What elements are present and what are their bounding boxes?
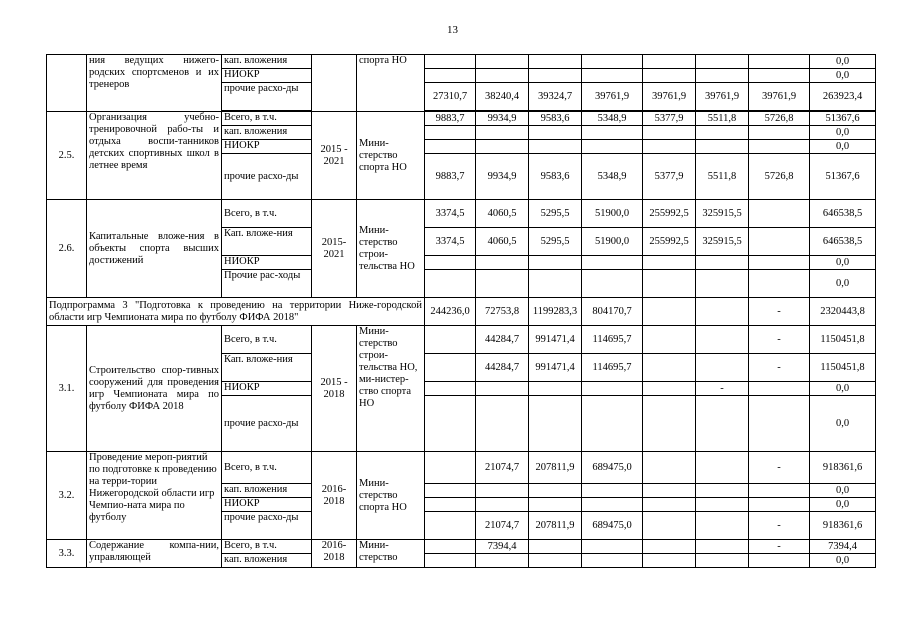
amount-cell: 9883,7 <box>425 112 476 126</box>
amount-cell <box>749 140 810 154</box>
amount-cell: - <box>749 540 810 554</box>
amount-cell <box>696 270 749 298</box>
row-code: 2.6. <box>47 200 87 298</box>
amount-cell <box>643 69 696 83</box>
amount-cell: 9934,9 <box>476 154 529 200</box>
amount-cell <box>696 512 749 540</box>
amount-cell <box>582 540 643 554</box>
amount-cell: 689475,0 <box>582 512 643 540</box>
row-period: 2016-2018 <box>312 540 357 568</box>
row-name: Капитальные вложе-ния в объекты спорта высших достижений <box>87 200 222 298</box>
amount-cell <box>476 498 529 512</box>
row-name: ния ведущих нижего-родских спортсменов и их тренеров <box>87 55 222 112</box>
amount-cell: 5348,9 <box>582 112 643 126</box>
amount-cell: 991471,4 <box>529 354 582 382</box>
amount-cell: 44284,7 <box>476 354 529 382</box>
amount-cell <box>529 540 582 554</box>
amount-cell: 255992,5 <box>643 200 696 228</box>
expense-type: кап. вложения <box>222 554 312 568</box>
row-name: Строительство спор-тивных сооружений для проведения игр Чемпионата мира по футболу ФИФА 2018 <box>87 326 222 452</box>
amount-cell <box>425 382 476 396</box>
amount-cell <box>643 554 696 568</box>
amount-cell <box>582 256 643 270</box>
amount-cell: 5377,9 <box>643 154 696 200</box>
table-row <box>47 200 876 228</box>
amount-cell: 114695,7 <box>582 326 643 354</box>
budget-table <box>46 54 876 568</box>
amount-cell <box>643 55 696 69</box>
row-code: 3.2. <box>47 452 87 540</box>
row-executor: Мини-стерство спорта НО <box>357 452 425 540</box>
amount-cell: 39761,9 <box>749 83 810 111</box>
amount-cell: 646538,5 <box>810 200 876 228</box>
amount-cell <box>696 484 749 498</box>
expense-type: прочие расхо-ды <box>222 396 312 452</box>
amount-cell: 918361,6 <box>810 512 876 540</box>
amount-cell: 0,0 <box>810 140 876 154</box>
amount-cell <box>696 498 749 512</box>
amount-cell <box>476 270 529 298</box>
row-name: Содержание компа-нии, управляющей <box>87 540 222 568</box>
amount-cell <box>582 554 643 568</box>
expense-type: Всего, в т.ч. <box>222 540 312 554</box>
row-executor: Мини-стерство строи-тельства НО <box>357 200 425 298</box>
amount-cell: 325915,5 <box>696 228 749 256</box>
amount-cell: 804170,7 <box>582 298 643 326</box>
amount-cell: 0,0 <box>810 69 876 83</box>
amount-cell <box>476 140 529 154</box>
row-executor: Мини-стерство спорта НО <box>357 112 425 200</box>
amount-cell: 244236,0 <box>425 298 476 326</box>
expense-type: НИОКР <box>222 382 312 396</box>
row-period: 2015 - 2018 <box>312 326 357 452</box>
amount-cell: 0,0 <box>810 382 876 396</box>
amount-cell: 21074,7 <box>476 512 529 540</box>
amount-cell <box>476 554 529 568</box>
amount-cell: 2320443,8 <box>810 298 876 326</box>
amount-cell: 114695,7 <box>582 354 643 382</box>
amount-cell <box>425 498 476 512</box>
amount-cell <box>425 540 476 554</box>
row-period: 2016-2018 <box>312 452 357 540</box>
amount-cell: 9934,9 <box>476 112 529 126</box>
expense-type: НИОКР <box>222 256 312 270</box>
amount-cell: 1150451,8 <box>810 326 876 354</box>
expense-type: кап. вложения <box>222 55 312 69</box>
amount-cell: 5511,8 <box>696 154 749 200</box>
amount-cell <box>476 256 529 270</box>
amount-cell <box>476 484 529 498</box>
amount-cell <box>529 270 582 298</box>
amount-cell <box>643 452 696 484</box>
amount-cell <box>582 382 643 396</box>
amount-cell <box>696 256 749 270</box>
amount-cell <box>529 256 582 270</box>
amount-cell <box>749 396 810 452</box>
amount-cell <box>476 55 529 69</box>
amount-cell <box>696 140 749 154</box>
amount-cell: 207811,9 <box>529 452 582 484</box>
amount-cell: - <box>749 452 810 484</box>
table-row <box>47 540 876 554</box>
amount-cell <box>643 326 696 354</box>
amount-cell <box>696 298 749 326</box>
amount-cell: 4060,5 <box>476 228 529 256</box>
amount-cell <box>425 326 476 354</box>
amount-cell: 0,0 <box>810 55 876 69</box>
amount-cell <box>529 484 582 498</box>
table-row <box>47 55 876 69</box>
amount-cell <box>425 512 476 540</box>
amount-cell <box>582 55 643 69</box>
amount-cell <box>749 484 810 498</box>
amount-cell: 0,0 <box>810 498 876 512</box>
row-code: 2.5. <box>47 112 87 200</box>
amount-cell <box>749 69 810 83</box>
amount-cell <box>643 140 696 154</box>
row-period: 2015 - 2021 <box>312 112 357 200</box>
amount-cell <box>696 326 749 354</box>
amount-cell <box>643 484 696 498</box>
amount-cell: 9583,6 <box>529 154 582 200</box>
amount-cell: 39761,9 <box>696 83 749 111</box>
amount-cell <box>749 200 810 228</box>
expense-type: прочие расхо-ды <box>222 154 312 200</box>
amount-cell: 918361,6 <box>810 452 876 484</box>
amount-cell <box>425 55 476 69</box>
amount-cell: 0,0 <box>810 256 876 270</box>
amount-cell: 38240,4 <box>476 83 529 111</box>
amount-cell <box>749 55 810 69</box>
amount-cell <box>529 382 582 396</box>
expense-type: Всего, в т.ч. <box>222 200 312 228</box>
table-row <box>47 326 876 354</box>
amount-cell: 9583,6 <box>529 112 582 126</box>
expense-type: НИОКР <box>222 69 312 83</box>
amount-cell: 4060,5 <box>476 200 529 228</box>
amount-cell: 0,0 <box>810 396 876 452</box>
amount-cell: 39324,7 <box>529 83 582 111</box>
subprogram-title: Подпрограмма 3 "Подготовка к проведению на территории Ниже-городской области игр Чемпионата мира по футболу ФИФА 2018" <box>47 298 425 326</box>
table-row <box>47 112 876 126</box>
row-code: 3.3. <box>47 540 87 568</box>
amount-cell: - <box>696 382 749 396</box>
expense-type: НИОКР <box>222 140 312 154</box>
amount-cell <box>582 270 643 298</box>
amount-cell <box>476 126 529 140</box>
amount-cell: 5295,5 <box>529 200 582 228</box>
row-executor: спорта НО <box>357 55 425 112</box>
amount-cell <box>696 396 749 452</box>
amount-cell <box>425 554 476 568</box>
amount-cell <box>749 270 810 298</box>
amount-cell: 5348,9 <box>582 154 643 200</box>
amount-cell <box>696 540 749 554</box>
amount-cell <box>643 382 696 396</box>
amount-cell <box>643 396 696 452</box>
amount-cell <box>749 256 810 270</box>
amount-cell <box>425 140 476 154</box>
amount-cell: 0,0 <box>810 484 876 498</box>
row-period: 2015-2021 <box>312 200 357 298</box>
amount-cell: 5511,8 <box>696 112 749 126</box>
amount-cell: 646538,5 <box>810 228 876 256</box>
amount-cell: 263923,4 <box>810 83 876 111</box>
page-number: 13 <box>447 24 458 36</box>
amount-cell <box>529 396 582 452</box>
amount-cell <box>425 126 476 140</box>
amount-cell: - <box>749 354 810 382</box>
amount-cell: 255992,5 <box>643 228 696 256</box>
amount-cell: 207811,9 <box>529 512 582 540</box>
amount-cell <box>643 270 696 298</box>
amount-cell: - <box>749 326 810 354</box>
amount-cell <box>476 69 529 83</box>
amount-cell: 51367,6 <box>810 154 876 200</box>
amount-cell <box>749 382 810 396</box>
amount-cell <box>749 228 810 256</box>
amount-cell <box>749 554 810 568</box>
amount-cell: 5726,8 <box>749 154 810 200</box>
amount-cell <box>643 126 696 140</box>
row-period <box>312 55 357 112</box>
expense-type: прочие расхо-ды <box>222 83 312 111</box>
amount-cell: 72753,8 <box>476 298 529 326</box>
amount-cell: 7394,4 <box>476 540 529 554</box>
amount-cell <box>529 554 582 568</box>
amount-cell <box>529 140 582 154</box>
amount-cell: 3374,5 <box>425 228 476 256</box>
expense-type: кап. вложения <box>222 484 312 498</box>
amount-cell <box>696 554 749 568</box>
amount-cell: 325915,5 <box>696 200 749 228</box>
amount-cell <box>425 484 476 498</box>
amount-cell: 9883,7 <box>425 154 476 200</box>
amount-cell: 7394,4 <box>810 540 876 554</box>
row-code <box>47 55 87 112</box>
amount-cell: 44284,7 <box>476 326 529 354</box>
amount-cell <box>476 396 529 452</box>
expense-type: прочие расхо-ды <box>222 512 312 540</box>
amount-cell <box>425 396 476 452</box>
amount-cell <box>582 140 643 154</box>
row-executor: Мини-стерство <box>357 540 425 568</box>
expense-type: НИОКР <box>222 498 312 512</box>
table-row <box>47 452 876 484</box>
amount-cell <box>529 126 582 140</box>
amount-cell <box>643 354 696 382</box>
amount-cell <box>425 452 476 484</box>
amount-cell: - <box>749 298 810 326</box>
amount-cell: 39761,9 <box>643 83 696 111</box>
amount-cell <box>425 69 476 83</box>
amount-cell: 51900,0 <box>582 228 643 256</box>
amount-cell <box>529 55 582 69</box>
amount-cell <box>582 498 643 512</box>
amount-cell: 5726,8 <box>749 112 810 126</box>
row-code: 3.1. <box>47 326 87 452</box>
amount-cell: 0,0 <box>810 126 876 140</box>
amount-cell: 0,0 <box>810 554 876 568</box>
amount-cell <box>696 126 749 140</box>
expense-type: Всего, в т.ч. <box>222 326 312 354</box>
amount-cell <box>643 540 696 554</box>
amount-cell <box>643 298 696 326</box>
amount-cell <box>643 512 696 540</box>
amount-cell <box>696 452 749 484</box>
expense-type: Кап. вложе-ния <box>222 354 312 382</box>
amount-cell: 3374,5 <box>425 200 476 228</box>
amount-cell <box>582 126 643 140</box>
amount-cell <box>643 256 696 270</box>
amount-cell <box>696 69 749 83</box>
expense-type: Прочие рас-ходы <box>222 270 312 298</box>
amount-cell <box>425 256 476 270</box>
amount-cell <box>476 382 529 396</box>
amount-cell: 51367,6 <box>810 112 876 126</box>
amount-cell: 51900,0 <box>582 200 643 228</box>
expense-type: Всего, в т.ч. <box>222 452 312 484</box>
amount-cell: - <box>749 512 810 540</box>
amount-cell: 0,0 <box>810 270 876 298</box>
amount-cell: 39761,9 <box>582 83 643 111</box>
amount-cell <box>425 270 476 298</box>
amount-cell: 1199283,3 <box>529 298 582 326</box>
amount-cell: 991471,4 <box>529 326 582 354</box>
amount-cell: 689475,0 <box>582 452 643 484</box>
amount-cell <box>643 498 696 512</box>
amount-cell <box>696 354 749 382</box>
amount-cell <box>749 498 810 512</box>
amount-cell: 21074,7 <box>476 452 529 484</box>
amount-cell <box>582 396 643 452</box>
amount-cell <box>425 354 476 382</box>
amount-cell <box>582 484 643 498</box>
expense-type: Всего, в т.ч. <box>222 112 312 126</box>
expense-type: Кап. вложе-ния <box>222 228 312 256</box>
table-row <box>47 298 876 326</box>
row-executor: Мини-стерство строи-тельства НО, ми-нистер-ство спорта НО <box>357 326 425 452</box>
amount-cell: 27310,7 <box>425 83 476 111</box>
amount-cell <box>529 498 582 512</box>
amount-cell <box>749 126 810 140</box>
amount-cell: 5377,9 <box>643 112 696 126</box>
amount-cell <box>529 69 582 83</box>
amount-cell: 1150451,8 <box>810 354 876 382</box>
row-name: Проведение мероп-риятий по подготовке к проведению на терри-тории Нижегородской области игр Чемпио-ната мира по футболу <box>87 452 222 540</box>
amount-cell <box>696 55 749 69</box>
expense-type: кап. вложения <box>222 126 312 140</box>
row-name: Организация учебно-тренировочной рабо-ты и отдыха воспи-танников детских спортивных школ в летнее время <box>87 112 222 200</box>
amount-cell: 5295,5 <box>529 228 582 256</box>
amount-cell <box>582 69 643 83</box>
